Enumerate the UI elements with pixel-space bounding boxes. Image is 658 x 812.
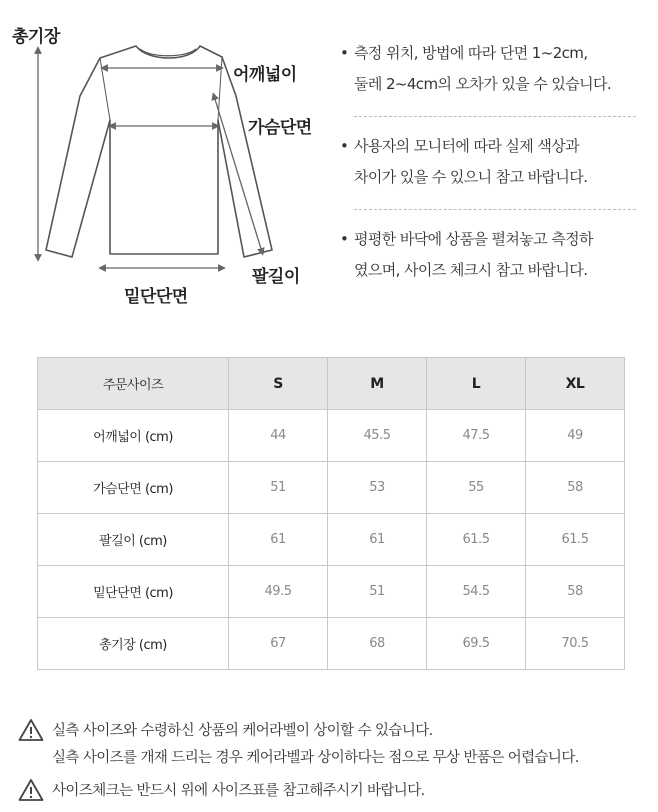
bullet-dot: • xyxy=(340,230,349,248)
label-chest-width: 가슴단면 xyxy=(248,118,312,138)
table-cell: 68 xyxy=(328,618,427,670)
caution-care-label xyxy=(18,718,658,772)
header-size-m: M xyxy=(328,358,427,410)
size-table xyxy=(37,357,625,670)
table-row xyxy=(38,618,625,670)
note-line: 였으며, 사이즈 체크시 참고 바랍니다. xyxy=(354,261,588,279)
divider xyxy=(354,209,636,210)
note-item xyxy=(340,131,650,193)
note-line: 사용자의 모니터에 따라 실제 색상과 xyxy=(354,137,580,155)
caution-line: 사이즈체크는 반드시 위에 사이즈표를 참고해주시기 바랍니다. xyxy=(52,783,425,799)
label-hem-width: 밑단단면 xyxy=(124,287,188,307)
table-cell: 61.5 xyxy=(526,514,625,566)
warning-icon xyxy=(18,778,44,806)
note-item xyxy=(340,38,650,100)
label-sleeve-length: 팔길이 xyxy=(252,267,300,287)
table-cell: 70.5 xyxy=(526,618,625,670)
table-cell: 49 xyxy=(526,410,625,462)
table-cell: 54.5 xyxy=(427,566,526,618)
note-item xyxy=(340,224,650,286)
table-cell: 61 xyxy=(328,514,427,566)
table-cell: 58 xyxy=(526,566,625,618)
header-size-l: L xyxy=(427,358,526,410)
table-cell: 69.5 xyxy=(427,618,526,670)
header-size-xl: XL xyxy=(526,358,625,410)
label-total-length: 총기장 xyxy=(12,27,60,47)
table-cell: 44 xyxy=(229,410,328,462)
table-cell: 49.5 xyxy=(229,566,328,618)
table-cell: 51 xyxy=(229,462,328,514)
table-cell: 61 xyxy=(229,514,328,566)
label-shoulder-width: 어깨넓이 xyxy=(233,65,297,85)
note-line: 둘레 2~4cm의 오차가 있을 수 있습니다. xyxy=(354,75,612,93)
table-cell: 51 xyxy=(328,566,427,618)
measurement-notes xyxy=(340,38,650,286)
note-line: 평평한 바닥에 상품을 펼쳐놓고 측정하 xyxy=(354,230,593,248)
row-label: 어깨넓이 (cm) xyxy=(38,410,229,462)
caution-line: 실측 사이즈와 수령하신 상품의 케어라벨이 상이할 수 있습니다. xyxy=(52,723,433,739)
note-line: 측정 위치, 방법에 따라 단면 1~2cm, xyxy=(354,44,588,62)
table-row xyxy=(38,410,625,462)
row-label: 총기장 (cm) xyxy=(38,618,229,670)
table-cell: 53 xyxy=(328,462,427,514)
table-cell: 58 xyxy=(526,462,625,514)
table-row xyxy=(38,514,625,566)
row-label: 밑단단면 (cm) xyxy=(38,566,229,618)
caution-line: 실측 사이즈를 개재 드리는 경우 케어라벨과 상이하다는 점으로 무상 반품은 어렵습니다. xyxy=(52,750,579,766)
bullet-dot: • xyxy=(340,44,349,62)
table-cell: 61.5 xyxy=(427,514,526,566)
measurement-diagram xyxy=(0,0,330,320)
header-size-s: S xyxy=(229,358,328,410)
table-row xyxy=(38,566,625,618)
warning-icon xyxy=(18,718,44,746)
caution-size-check xyxy=(18,778,658,805)
table-cell: 47.5 xyxy=(427,410,526,462)
table-row xyxy=(38,462,625,514)
header-order-size: 주문사이즈 xyxy=(38,358,229,410)
divider xyxy=(354,116,636,117)
table-header-row xyxy=(38,358,625,410)
row-label: 가슴단면 (cm) xyxy=(38,462,229,514)
row-label: 팔길이 (cm) xyxy=(38,514,229,566)
table-cell: 67 xyxy=(229,618,328,670)
table-cell: 45.5 xyxy=(328,410,427,462)
note-line: 차이가 있을 수 있으니 참고 바랍니다. xyxy=(354,168,588,186)
bullet-dot: • xyxy=(340,137,349,155)
table-cell: 55 xyxy=(427,462,526,514)
